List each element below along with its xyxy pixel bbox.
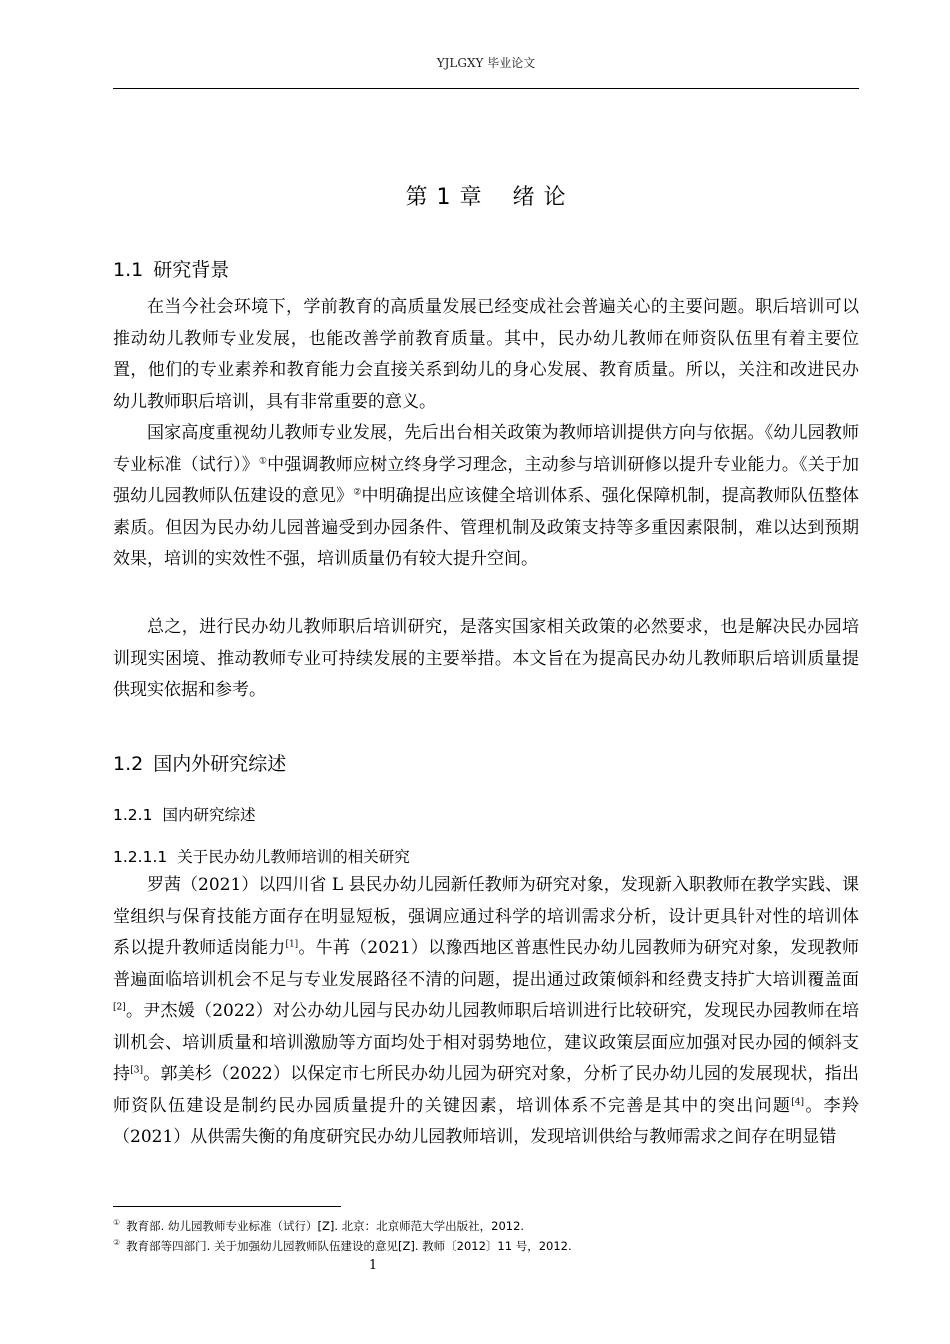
footnote-1 xyxy=(113,1218,859,1234)
citation-ref: [1] xyxy=(285,939,299,950)
citation-ref: [2] xyxy=(113,1002,126,1013)
footnote-text: 教育部. 幼儿园教师专业标准（试行）[Z]. 北京：北京师范大学出版社，2012. xyxy=(126,1219,525,1233)
paragraph-text: 国家高度重视幼儿教师专业发展，先后出台相关政策为教师培训提供方向与依据。《幼儿园教师专业标准（试行）》 xyxy=(113,423,859,475)
page-number: 1 xyxy=(368,1258,378,1273)
section-title: 国内研究综述 xyxy=(162,806,256,824)
section-heading-1-2 xyxy=(113,749,286,776)
footnote-marker: ① xyxy=(258,455,268,466)
citation-ref: [4] xyxy=(791,1096,805,1107)
subsubsection-heading-1-2-1-1 xyxy=(113,845,410,867)
paragraph-text: 中强调教师应树立终身学习理念，主动参与培训研修以提升专业能力。《关于加强幼儿园教师队伍建设的意见》 xyxy=(113,454,860,506)
header-rule xyxy=(113,88,859,89)
citation-ref: [3] xyxy=(130,1065,143,1076)
chapter-label: 第 1 章 xyxy=(405,185,483,210)
paragraph-background-2 xyxy=(113,418,859,576)
section-number: 1.1 xyxy=(113,259,144,281)
paragraph-domestic-review xyxy=(113,870,859,1154)
paragraph-background-3: 总之，进行民办幼儿教师职后培训研究，是落实国家相关政策的必然要求，也是解决民办园培训现实困境、推动教师专业可持续发展的主要举措。本文旨在为提高民办幼儿教师职后培训质量提供现实依据和参考。 xyxy=(113,617,859,700)
section-title: 国内外研究综述 xyxy=(153,753,287,775)
section-number: 1.2.1.1 xyxy=(113,848,168,866)
running-header: YJLGXY 毕业论文 xyxy=(436,56,536,70)
section-title: 研究背景 xyxy=(153,259,230,281)
paragraph-text: 。李羚（2021）从供需失衡的角度研究民办幼儿园教师培训，发现培训供给与教师需求之间存在明显错 xyxy=(113,1095,860,1147)
footnote-text: 教育部等四部门. 关于加强幼儿园教师队伍建设的意见[Z]. 教师〔2012〕11 号，2012. xyxy=(126,1239,572,1253)
chapter-name: 绪 论 xyxy=(512,185,567,210)
footnote-rule xyxy=(113,1206,341,1207)
footnote-2 xyxy=(113,1238,859,1254)
footnote-marker: ② xyxy=(353,487,362,498)
section-number: 1.2.1 xyxy=(113,806,153,824)
paragraph-text: 中明确提出应该健全培训体系、强化保障机制，提高教师队伍整体素质。但因为民办幼儿园普遍受到办园条件、管理机制及政策支持等多重因素限制，难以达到预期效果，培训的实效性不强，培训质量仍有较大提升空间。 xyxy=(113,486,860,569)
paragraph-background-1: 在当今社会环境下，学前教育的高质量发展已经变成社会普遍关心的主要问题。职后培训可以推动幼儿教师专业发展，也能改善学前教育质量。其中，民办幼儿教师在师资队伍里有着主要位置，他们的专业素养和教育能力会直接关系到幼儿的身心发展、教育质量。所以，关注和改进民办幼儿教师职后培训，具有非常重要的意义。 xyxy=(113,297,859,412)
paragraph-text: 。尹杰媛（2022）对公办幼儿园与民办幼儿园教师职后培训进行比较研究，发现民办园教师在培训机会、培训质量和培训激励等方面均处于相对弱势地位，建议政策层面应加强对民办园的倾斜支持 xyxy=(113,1001,859,1084)
chapter-title xyxy=(113,180,859,211)
subsection-heading-1-2-1 xyxy=(113,803,255,825)
section-heading-1-1 xyxy=(113,255,229,282)
footnote-mark: ① xyxy=(113,1218,121,1227)
paragraph-text: 。郭美杉（2022）以保定市七所民办幼儿园为研究对象，分析了民办幼儿园的发展现状，指出师资队伍建设是制约民办园质量提升的关键因素，培训体系不完善是其中的突出问题 xyxy=(113,1064,860,1116)
section-title: 关于民办幼儿教师培训的相关研究 xyxy=(177,848,410,866)
paragraph-text: 罗茜（2021）以四川省 L 县民办幼儿园新任教师为研究对象，发现新入职教师在教学实践、课堂组织与保育技能方面存在明显短板，强调应通过科学的培训需求分析，设计更具针对性的培训体系以提升教师适岗能力 xyxy=(113,875,859,958)
footnote-mark: ② xyxy=(113,1238,121,1247)
paragraph-text: 。牛苒（2021）以豫西地区普惠性民办幼儿园教师为研究对象，发现教师普遍面临培训机会不足与专业发展路径不清的问题，提出通过政策倾斜和经费支持扩大培训覆盖面 xyxy=(113,938,859,990)
section-number: 1.2 xyxy=(113,753,144,775)
